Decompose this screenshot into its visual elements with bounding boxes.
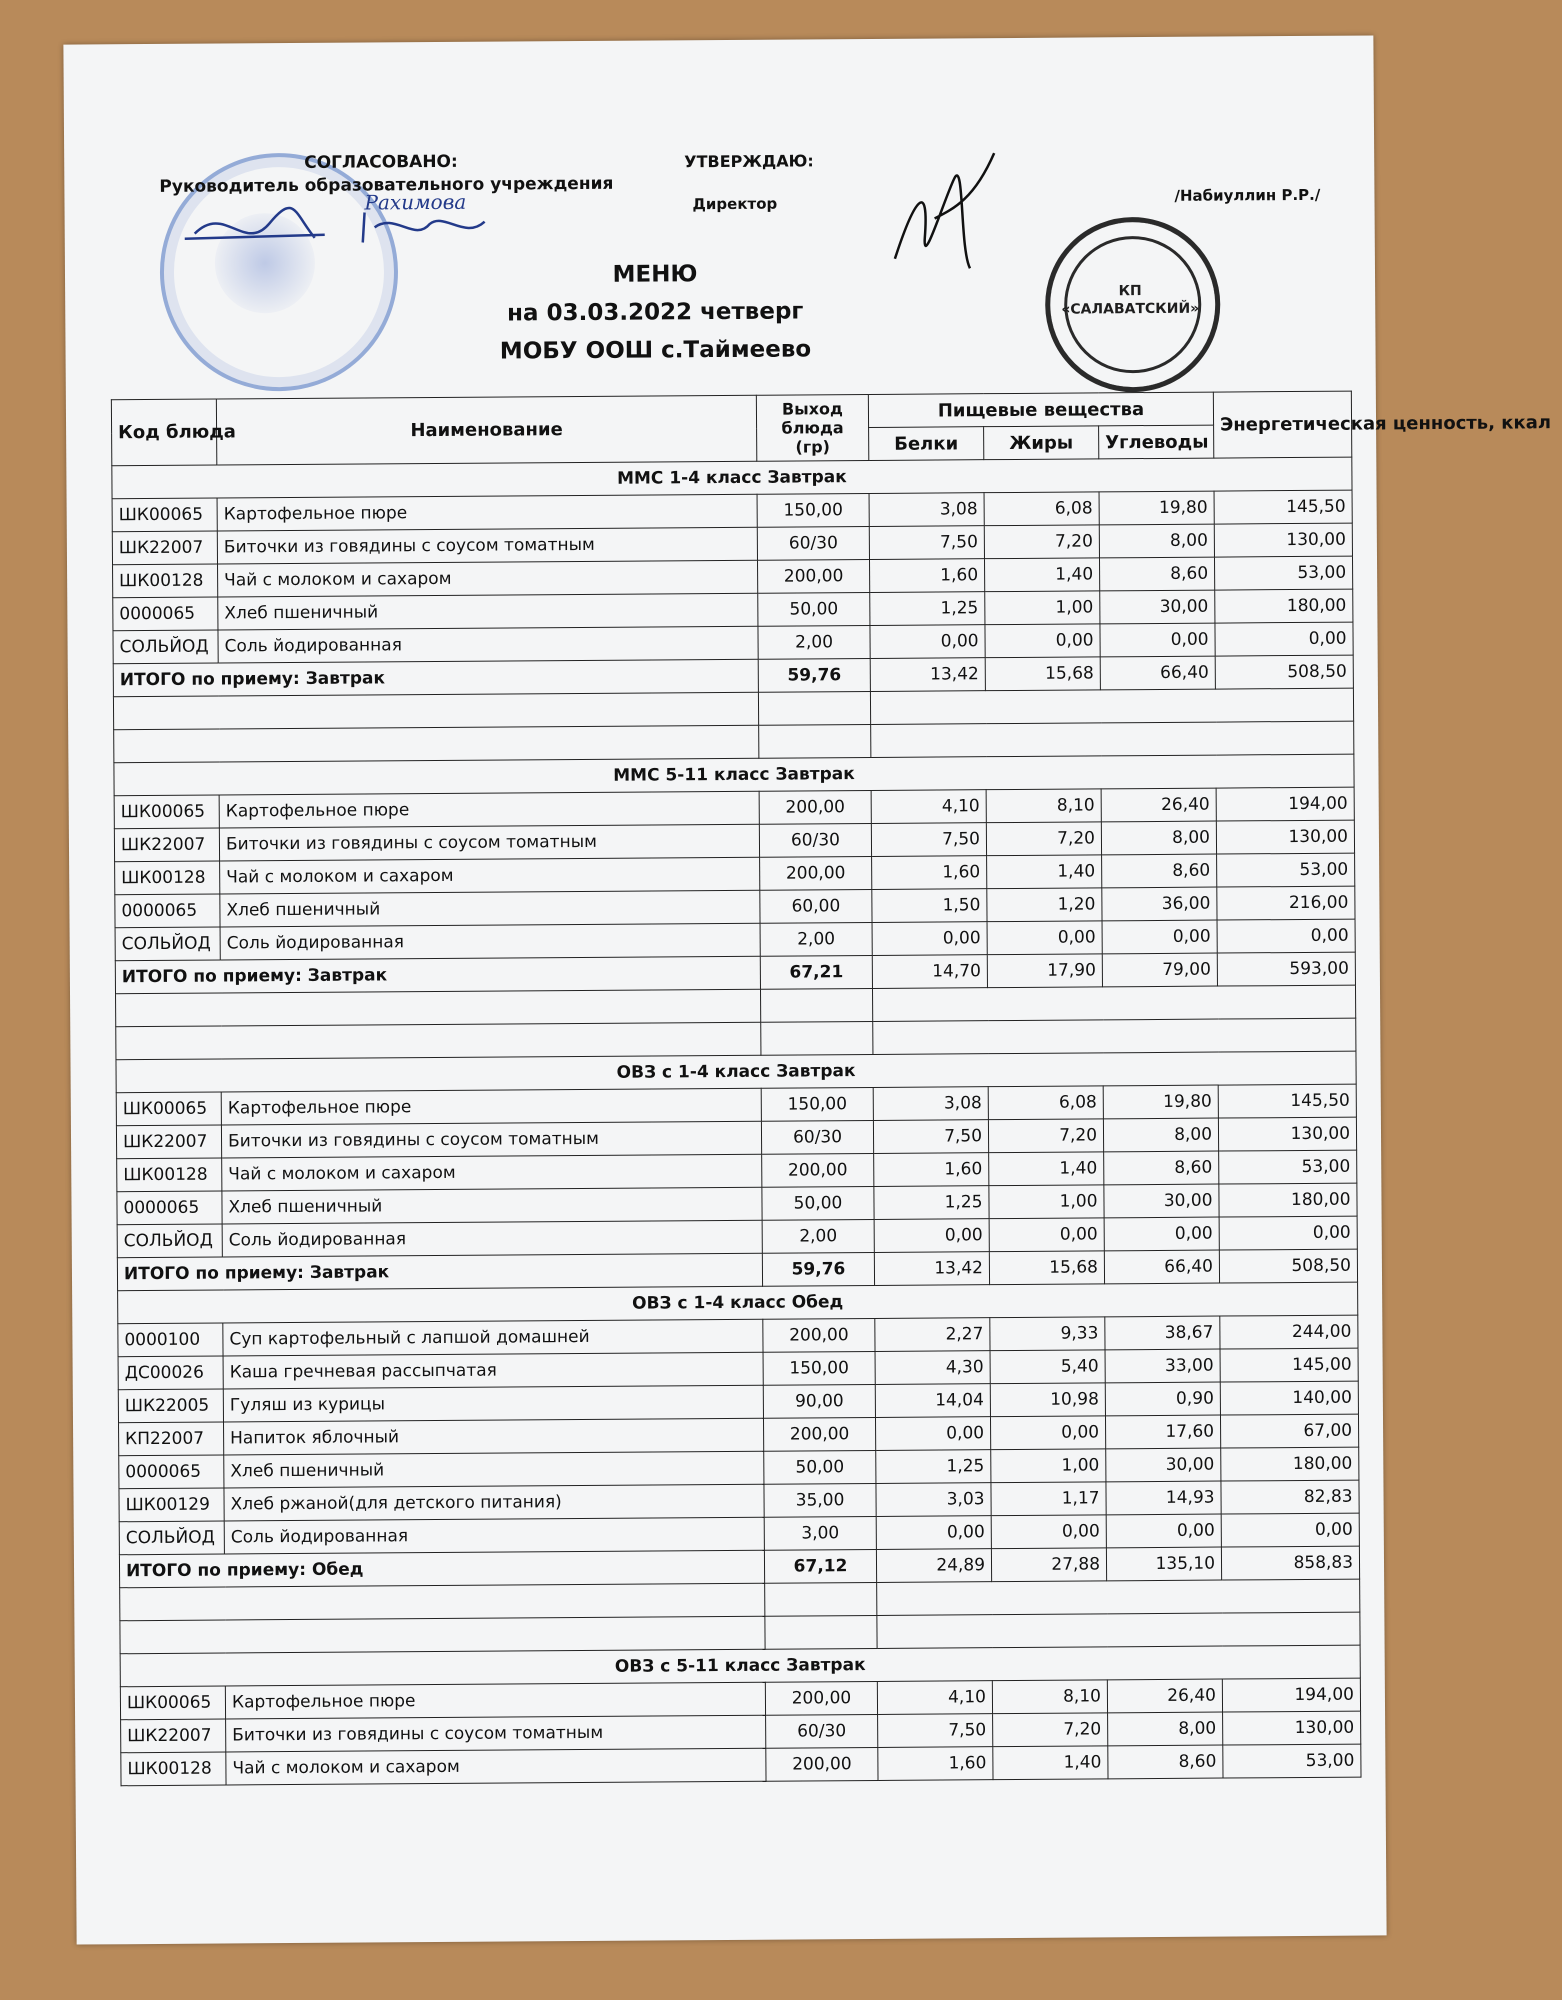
dish-name: Биточки из говядины с соусом томатным [219, 824, 759, 861]
dish-fat: 8,10 [992, 1680, 1107, 1714]
menu-sheet [63, 35, 1552, 1944]
dish-yield: 200,00 [760, 856, 872, 890]
dish-yield: 200,00 [762, 1153, 874, 1187]
dish-fat: 8,10 [986, 789, 1101, 823]
blank-cell [877, 1612, 1360, 1648]
dish-energy: 145,50 [1214, 490, 1352, 524]
dish-code: ШК00065 [120, 1686, 225, 1720]
dish-protein: 7,50 [869, 526, 984, 560]
blank-cell [761, 1021, 873, 1055]
total-carbs: 66,40 [1104, 1250, 1219, 1284]
blank-cell [114, 725, 759, 763]
col-protein: Белки [869, 427, 984, 461]
dish-code: 0000100 [118, 1323, 223, 1357]
col-nutrients: Пищевые вещества [868, 392, 1213, 427]
dish-code: ШК00128 [117, 1158, 222, 1192]
dish-yield: 60/30 [759, 823, 871, 857]
dish-yield: 60,00 [760, 889, 872, 923]
dish-carbs: 0,00 [1104, 1217, 1219, 1251]
dish-energy: 180,00 [1221, 1447, 1359, 1481]
total-carbs: 79,00 [1102, 953, 1217, 987]
dish-protein: 0,00 [875, 1417, 990, 1451]
dish-code: ШК22007 [116, 1125, 221, 1159]
total-yield: 59,76 [758, 658, 870, 692]
dish-name: Соль йодированная [218, 626, 758, 663]
dish-carbs: 17,60 [1105, 1415, 1220, 1449]
blank-cell [872, 985, 1355, 1021]
dish-carbs: 8,00 [1099, 524, 1214, 558]
dish-yield: 50,00 [758, 592, 870, 626]
dish-carbs: 30,00 [1106, 1448, 1221, 1482]
col-carbs: Углеводы [1099, 425, 1214, 459]
dish-name: Соль йодированная [220, 923, 760, 960]
dish-name: Картофельное пюре [225, 1682, 765, 1719]
approve-name: /Набиуллин Р.Р./ [1174, 185, 1321, 205]
dish-energy: 130,00 [1216, 820, 1354, 854]
total-energy: 593,00 [1217, 952, 1355, 986]
dish-name: Хлеб пшеничный [224, 1451, 764, 1488]
dish-name: Чай с молоком и сахаром [222, 1154, 762, 1191]
total-protein: 13,42 [874, 1252, 989, 1286]
dish-protein: 1,25 [870, 592, 985, 626]
dish-protein: 4,10 [877, 1681, 992, 1715]
dish-energy: 194,00 [1216, 787, 1354, 821]
dish-fat: 6,08 [984, 492, 1099, 526]
dish-fat: 7,20 [986, 822, 1101, 856]
title-line-3: МОБУ ООШ с.Таймеево [499, 336, 812, 365]
blank-cell [765, 1582, 877, 1616]
dish-yield: 150,00 [761, 1087, 873, 1121]
blank-cell [870, 688, 1353, 724]
dish-fat: 0,00 [987, 921, 1102, 955]
dish-code: 0000065 [115, 894, 220, 928]
dish-energy: 244,00 [1220, 1315, 1358, 1349]
dish-code: ШК22007 [112, 531, 217, 565]
dish-protein: 1,25 [874, 1186, 989, 1220]
dish-carbs: 0,00 [1106, 1514, 1221, 1548]
dish-name: Хлеб ржаной(для детского питания) [224, 1484, 764, 1521]
total-energy: 508,50 [1215, 655, 1353, 689]
col-fat: Жиры [984, 426, 1099, 460]
total-label: ИТОГО по приему: Обед [119, 1550, 764, 1588]
dish-yield: 2,00 [758, 625, 870, 659]
dish-name: Чай с молоком и сахаром [226, 1748, 766, 1785]
dish-protein: 1,60 [872, 856, 987, 890]
dish-carbs: 26,40 [1101, 788, 1216, 822]
dish-energy: 145,00 [1220, 1348, 1358, 1382]
menu-table [111, 391, 1552, 1787]
dish-fat: 0,00 [991, 1515, 1106, 1549]
dish-fat: 10,98 [990, 1383, 1105, 1417]
dish-yield: 50,00 [762, 1186, 874, 1220]
dish-carbs: 0,00 [1100, 623, 1215, 657]
dish-energy: 82,83 [1221, 1480, 1359, 1514]
dish-fat: 5,40 [990, 1350, 1105, 1384]
agreed-title: СОГЛАСОВАНО: [304, 151, 458, 173]
dish-carbs: 8,60 [1099, 557, 1214, 591]
dish-energy: 145,50 [1218, 1084, 1356, 1118]
dish-carbs: 8,00 [1103, 1118, 1218, 1152]
dish-code: ШК22007 [121, 1719, 226, 1753]
dish-energy: 53,00 [1214, 556, 1352, 590]
dish-name: Напиток яблочный [224, 1418, 764, 1455]
dish-protein: 1,60 [878, 1747, 993, 1781]
approve-role: Директор [692, 194, 778, 214]
dish-carbs: 19,80 [1099, 491, 1214, 525]
dish-yield: 60/30 [757, 526, 869, 560]
dish-energy: 0,00 [1219, 1216, 1357, 1250]
dish-name: Суп картофельный с лапшой домашней [223, 1319, 763, 1356]
dish-yield: 60/30 [766, 1714, 878, 1748]
dish-code: СОЛЬЙОД [117, 1224, 222, 1258]
total-fat: 15,68 [985, 657, 1100, 691]
dish-code: ШК00128 [113, 564, 218, 598]
dish-fat: 0,00 [985, 624, 1100, 658]
dish-fat: 1,00 [985, 591, 1100, 625]
blank-cell [759, 724, 871, 758]
section-title: ММС 1-4 класс Завтрак [112, 457, 1352, 499]
dish-carbs: 8,00 [1108, 1712, 1223, 1746]
dish-energy: 180,00 [1215, 589, 1353, 623]
dish-carbs: 0,00 [1102, 920, 1217, 954]
dish-name: Хлеб пшеничный [222, 1187, 762, 1224]
dish-fat: 0,00 [989, 1218, 1104, 1252]
dish-code: ШК22007 [114, 828, 219, 862]
dish-code: 0000065 [113, 597, 218, 631]
dish-name: Соль йодированная [222, 1220, 762, 1257]
dish-carbs: 14,93 [1106, 1481, 1221, 1515]
dish-energy: 53,00 [1219, 1150, 1357, 1184]
dish-yield: 50,00 [764, 1450, 876, 1484]
dish-carbs: 8,00 [1101, 821, 1216, 855]
dish-energy: 0,00 [1221, 1513, 1359, 1547]
dish-energy: 130,00 [1214, 523, 1352, 557]
menu-body [112, 457, 1361, 1786]
dish-protein: 0,00 [876, 1516, 991, 1550]
dish-yield: 200,00 [759, 790, 871, 824]
dish-name: Соль йодированная [224, 1517, 764, 1554]
dish-protein: 0,00 [872, 922, 987, 956]
dish-name: Биточки из говядины с соусом томатным [221, 1121, 761, 1158]
dish-fat: 1,00 [989, 1185, 1104, 1219]
col-code: Код блюда [111, 399, 216, 466]
total-energy: 508,50 [1219, 1249, 1357, 1283]
dish-fat: 0,00 [990, 1416, 1105, 1450]
dish-name: Картофельное пюре [221, 1088, 761, 1125]
blank-cell [120, 1616, 765, 1654]
dish-protein: 7,50 [871, 823, 986, 857]
dish-yield: 200,00 [758, 559, 870, 593]
dish-name: Хлеб пшеничный [218, 593, 758, 630]
dish-energy: 67,00 [1220, 1414, 1358, 1448]
agreed-role: Руководитель образовательного учреждения [159, 173, 614, 197]
dish-protein: 3,08 [873, 1087, 988, 1121]
dish-protein: 4,30 [875, 1351, 990, 1385]
dish-energy: 194,00 [1222, 1678, 1360, 1712]
dish-yield: 60/30 [761, 1120, 873, 1154]
dish-protein: 7,50 [873, 1120, 988, 1154]
section-title: ОВЗ с 5-11 класс Завтрак [120, 1645, 1360, 1687]
col-yield: Выход блюда (гр) [756, 394, 868, 461]
blank-cell [760, 988, 872, 1022]
total-label: ИТОГО по приему: Завтрак [117, 1253, 762, 1291]
dish-name: Биточки из говядины с соусом томатным [226, 1715, 766, 1752]
total-fat: 17,90 [987, 954, 1102, 988]
dish-fat: 1,40 [989, 1152, 1104, 1186]
total-protein: 14,70 [872, 955, 987, 989]
dish-yield: 200,00 [765, 1681, 877, 1715]
dish-carbs: 30,00 [1100, 590, 1215, 624]
title-line-1: МЕНЮ [612, 261, 698, 288]
dish-energy: 180,00 [1219, 1183, 1357, 1217]
dish-yield: 200,00 [763, 1417, 875, 1451]
dish-carbs: 33,00 [1105, 1349, 1220, 1383]
dish-name: Чай с молоком и сахаром [218, 560, 758, 597]
dish-code: ШК00129 [119, 1488, 224, 1522]
dish-yield: 2,00 [762, 1219, 874, 1253]
dish-carbs: 8,60 [1108, 1745, 1223, 1779]
dish-protein: 0,00 [874, 1219, 989, 1253]
dish-code: ШК00128 [115, 861, 220, 895]
dish-yield: 150,00 [763, 1351, 875, 1385]
dish-fat: 9,33 [990, 1317, 1105, 1351]
title-line-2: на 03.03.2022 четверг [507, 298, 804, 327]
dish-carbs: 26,40 [1107, 1679, 1222, 1713]
blank-cell [113, 692, 758, 730]
dish-code: СОЛЬЙОД [113, 630, 218, 664]
dish-yield: 35,00 [764, 1483, 876, 1517]
dish-code: ШК22005 [118, 1389, 223, 1423]
dish-protein: 3,03 [876, 1483, 991, 1517]
dish-fat: 1,40 [987, 855, 1102, 889]
director-signature [874, 138, 1005, 289]
total-carbs: 66,40 [1100, 656, 1215, 690]
approve-title: УТВЕРЖДАЮ: [684, 151, 814, 172]
total-yield: 67,21 [760, 955, 872, 989]
blank-cell [765, 1615, 877, 1649]
dish-yield: 3,00 [764, 1516, 876, 1550]
dish-name: Картофельное пюре [219, 791, 759, 828]
dish-carbs: 8,60 [1104, 1151, 1219, 1185]
dish-energy: 140,00 [1220, 1381, 1358, 1415]
dish-code: ШК00065 [112, 498, 217, 532]
total-yield: 59,76 [762, 1252, 874, 1286]
blank-cell [877, 1579, 1360, 1615]
dish-yield: 200,00 [763, 1318, 875, 1352]
dish-energy: 0,00 [1215, 622, 1353, 656]
dish-yield: 150,00 [757, 493, 869, 527]
dish-carbs: 30,00 [1104, 1184, 1219, 1218]
dish-protein: 1,25 [876, 1450, 991, 1484]
dish-code: ДС00026 [118, 1356, 223, 1390]
blank-cell [871, 721, 1354, 757]
dish-code: КП22007 [119, 1422, 224, 1456]
total-energy: 858,83 [1221, 1546, 1359, 1580]
dish-energy: 130,00 [1218, 1117, 1356, 1151]
total-fat: 27,88 [991, 1548, 1106, 1582]
dish-code: 0000065 [119, 1455, 224, 1489]
dish-protein: 1,60 [874, 1153, 989, 1187]
dish-code: ШК00128 [121, 1752, 226, 1786]
agreed-signature-name: Рахимова [364, 189, 467, 215]
total-protein: 24,89 [876, 1549, 991, 1583]
dish-protein: 3,08 [869, 493, 984, 527]
dish-yield: 2,00 [760, 922, 872, 956]
company-stamp-text: КП «САЛАВАТСКИЙ» [1061, 283, 1200, 318]
total-protein: 13,42 [870, 658, 985, 692]
blank-cell [116, 1022, 761, 1060]
total-carbs: 135,10 [1106, 1547, 1221, 1581]
dish-fat: 1,17 [991, 1482, 1106, 1516]
dish-yield: 200,00 [766, 1747, 878, 1781]
dish-code: 0000065 [117, 1191, 222, 1225]
dish-code: СОЛЬЙОД [119, 1521, 224, 1555]
blank-cell [120, 1583, 765, 1621]
section-title: ОВЗ с 1-4 класс Обед [118, 1282, 1358, 1324]
dish-name: Каша гречневая рассыпчатая [223, 1352, 763, 1389]
total-label: ИТОГО по приему: Завтрак [113, 659, 758, 697]
dish-protein: 14,04 [875, 1384, 990, 1418]
dish-carbs: 36,00 [1102, 887, 1217, 921]
dish-energy: 53,00 [1223, 1744, 1361, 1778]
menu-title [445, 254, 866, 371]
dish-name: Гуляш из курицы [223, 1385, 763, 1422]
dish-carbs: 19,80 [1103, 1085, 1218, 1119]
col-name: Наименование [216, 395, 756, 465]
dish-energy: 130,00 [1223, 1711, 1361, 1745]
dish-energy: 0,00 [1217, 919, 1355, 953]
blank-cell [758, 691, 870, 725]
dish-code: ШК00065 [116, 1092, 221, 1126]
total-label: ИТОГО по приему: Завтрак [115, 956, 760, 994]
dish-protein: 2,27 [875, 1318, 990, 1352]
total-fat: 15,68 [989, 1251, 1104, 1285]
dish-protein: 7,50 [878, 1714, 993, 1748]
dish-fat: 7,20 [993, 1713, 1108, 1747]
section-title: ММС 5-11 класс Завтрак [114, 754, 1354, 796]
dish-fat: 1,40 [993, 1746, 1108, 1780]
total-yield: 67,12 [764, 1549, 876, 1583]
dish-carbs: 0,90 [1105, 1382, 1220, 1416]
dish-fat: 6,08 [988, 1086, 1103, 1120]
section-title: ОВЗ с 1-4 класс Завтрак [116, 1051, 1356, 1093]
dish-name: Биточки из говядины с соусом томатным [217, 527, 757, 564]
dish-fat: 1,00 [991, 1449, 1106, 1483]
dish-energy: 216,00 [1217, 886, 1355, 920]
dish-protein: 4,10 [871, 790, 986, 824]
dish-protein: 1,60 [869, 559, 984, 593]
blank-cell [873, 1018, 1356, 1054]
dish-fat: 7,20 [984, 525, 1099, 559]
dish-fat: 1,40 [984, 558, 1099, 592]
dish-name: Чай с молоком и сахаром [220, 857, 760, 894]
dish-code: ШК00065 [114, 795, 219, 829]
col-energy: Энергетическая ценность, ккал [1213, 391, 1351, 458]
dish-name: Хлеб пшеничный [220, 890, 760, 927]
dish-energy: 53,00 [1217, 853, 1355, 887]
dish-code: СОЛЬЙОД [115, 927, 220, 961]
dish-carbs: 8,60 [1102, 854, 1217, 888]
dish-protein: 0,00 [870, 625, 985, 659]
dish-fat: 7,20 [988, 1119, 1103, 1153]
dish-yield: 90,00 [763, 1384, 875, 1418]
dish-fat: 1,20 [987, 888, 1102, 922]
dish-name: Картофельное пюре [217, 494, 757, 531]
dish-carbs: 38,67 [1105, 1316, 1220, 1350]
blank-cell [116, 989, 761, 1027]
dish-protein: 1,50 [872, 889, 987, 923]
